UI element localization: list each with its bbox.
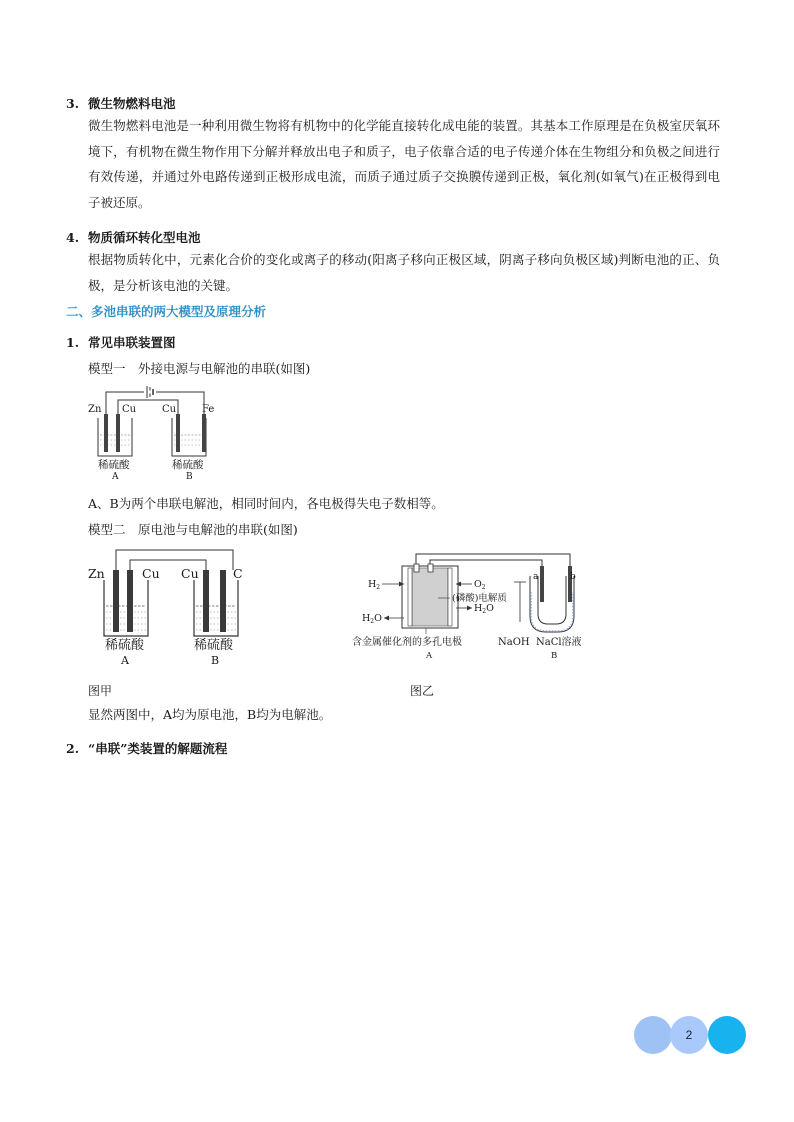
model-2-label: 模型二 原电池与电解池的串联(如图) xyxy=(88,522,298,537)
yi-h2o-right: $H_2O$ xyxy=(474,603,494,615)
badge-left-circle xyxy=(634,1016,672,1054)
yi-electrode-a: a xyxy=(533,572,539,582)
yi-naoh-label: NaOH xyxy=(498,637,530,648)
badge-right-circle xyxy=(708,1016,746,1054)
yi-cell-b: B xyxy=(551,651,558,661)
figure-jia-diagram xyxy=(86,548,256,670)
jia-electrode-zn: Zn xyxy=(88,566,105,581)
yi-electrolyte-label: (磷酸)电解质 xyxy=(452,593,507,604)
page-number: 2 xyxy=(670,1016,708,1054)
yi-h2-in: $H_2$ xyxy=(368,579,381,591)
jia-solution-a: 稀硫酸 xyxy=(105,638,145,653)
subsection-1-title: 常见串联装置图 xyxy=(88,335,176,350)
jia-cell-a: A xyxy=(121,654,129,667)
m1-cell-b: B xyxy=(186,472,193,482)
section-4-body: 根据物质转化中，元素化合价的变化或离子的移动(阳离子移向正极区域，阴离子移向负极区域)判断电池的正、负极，是分析该电池的关键。 xyxy=(88,252,720,293)
jia-electrode-cu-b: Cu xyxy=(181,566,199,581)
subsection-2-number: 2. xyxy=(66,741,80,756)
section-3-title: 微生物燃料电池 xyxy=(88,96,176,111)
yi-electrode-label: 含金属催化剂的多孔电极 xyxy=(352,637,462,648)
subsection-2-title: “串联”类装置的解题流程 xyxy=(88,741,228,756)
yi-h2o-left: $H_2O$ xyxy=(362,613,382,625)
model-1-label: 模型一 外接电源与电解池的串联(如图) xyxy=(88,361,311,376)
jia-electrode-cu-a: Cu xyxy=(142,566,160,581)
part-2-heading: 二、多池串联的两大模型及原理分析 xyxy=(66,304,267,319)
model-2-note: 显然两图中，A均为原电池，B均为电解池。 xyxy=(88,707,332,722)
figure-yi-caption: 图乙 xyxy=(410,684,435,698)
page-number-badge xyxy=(634,1016,746,1056)
model-1-note: A、B为两个串联电解池，相同时间内，各电极得失电子数相等。 xyxy=(88,496,444,511)
jia-cell-b: B xyxy=(211,654,220,667)
section-3-body: 微生物燃料电池是一种利用微生物将有机物中的化学能直接转化成电能的装置。其基本工作原理是在负极室厌氧环境下，有机物在微生物作用下分解并释放出电子和质子，电子依靠合适的电子传递介体在生物组分和负极之间进行有效传递，并通过外电路传递到正极形成电流，而质子通过质子交换膜传递到正极，氧化剂(如氧气)在正极得到电子被还原。 xyxy=(88,118,720,210)
yi-nacl-label: NaCl溶液 xyxy=(536,637,582,648)
subsection-1-heading xyxy=(66,333,176,351)
subsection-2-heading xyxy=(66,739,227,757)
m1-electrode-cu-b: Cu xyxy=(162,404,177,415)
m1-cell-a: A xyxy=(112,472,119,482)
m1-solution-b: 稀硫酸 xyxy=(172,459,204,471)
yi-o2-in: $O_2$ xyxy=(474,579,486,591)
section-3-heading xyxy=(66,94,176,112)
section-4-title: 物质循环转化型电池 xyxy=(88,230,201,245)
m1-electrode-zn: Zn xyxy=(88,404,102,415)
jia-solution-b: 稀硫酸 xyxy=(194,638,234,653)
section-4-heading xyxy=(66,228,201,246)
m1-electrode-cu-a: Cu xyxy=(122,404,137,415)
model-1-diagram xyxy=(84,382,224,482)
jia-electrode-c: C xyxy=(233,566,243,581)
section-3-number: 3. xyxy=(66,96,80,111)
section-4-number: 4. xyxy=(66,230,80,245)
figure-yi-diagram xyxy=(352,552,592,668)
yi-electrode-b: b xyxy=(570,572,576,582)
figure-jia-caption: 图甲 xyxy=(88,684,113,698)
yi-cell-a: A xyxy=(426,651,433,661)
m1-electrode-fe: Fe xyxy=(202,404,215,415)
subsection-1-number: 1. xyxy=(66,335,80,350)
m1-solution-a: 稀硫酸 xyxy=(98,459,130,471)
